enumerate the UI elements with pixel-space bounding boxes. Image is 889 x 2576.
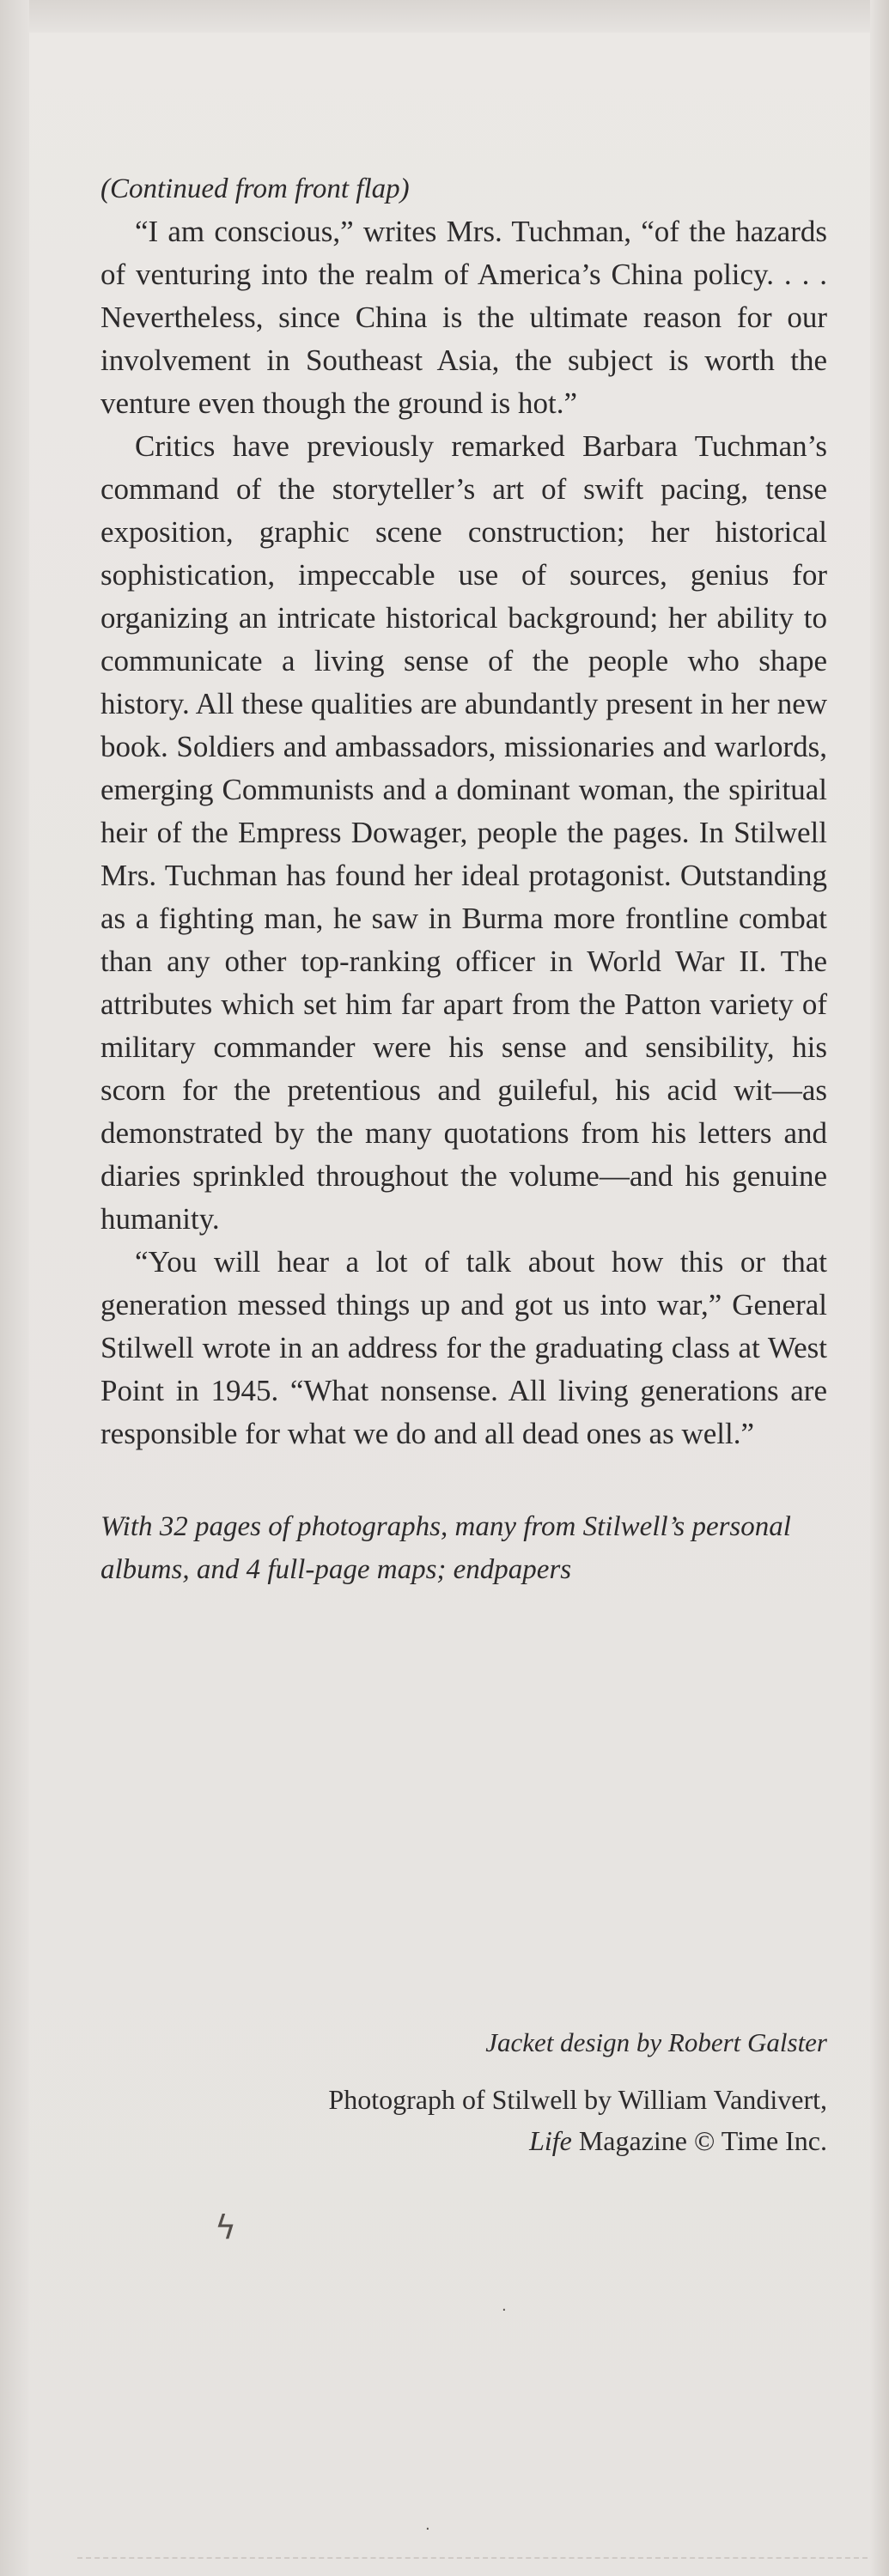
- bottom-edge: [77, 2557, 868, 2561]
- photographs-note: With 32 pages of photographs, many from Stilwell’s personal albums, and 4 full-page maps; endpapers: [100, 1511, 791, 1585]
- top-edge: [0, 0, 889, 33]
- continued-note: (Continued from front flap): [100, 173, 410, 204]
- ink-speck-icon: ϟ: [215, 2208, 237, 2246]
- jacket-design-credit: Jacket design by Robert Galster: [485, 2027, 827, 2057]
- flap-text: [100, 167, 827, 1591]
- left-edge-shadow: [0, 0, 29, 2576]
- ink-dot-icon: ·: [502, 2301, 507, 2319]
- credits: [100, 2022, 827, 2161]
- paragraph-critics: Critics have previously remarked Barbara Tuchman’s command of the storyteller’s art of swift pacing, tense exposition, graphic scene construction; her historical sophistication, impeccable use of sources, genius for organizing an intricate historical background; her ability to communicate a living sense of the people who shape history. All these qualities are abundantly present in her new book. Soldiers and ambassadors, missionaries and warlords, emerging Communists and a dominant woman, the spiritual heir of the Empress Dowager, people the pages. In Stilwell Mrs. Tuchman has found her ideal protagonist. Outstanding as a fighting man, he saw in Burma more frontline combat than any other top-ranking officer in World War II. The attributes which set him far apart from the Patton variety of military commander were his sense and sensibility, his scorn for the pretentious and guileful, his acid wit—as demonstrated by the many quotations from his letters and diaries sprinkled throughout the volume—and his genuine humanity.: [100, 429, 827, 1236]
- paragraph-stilwell-quote: “You will hear a lot of talk about how this or that generation messed things up and got us into war,” General Stilwell wrote in an address for the graduating class at West Point in 1945. “What nonsense. All living generations are responsible for what we do and all dead ones as well.”: [100, 1245, 827, 1450]
- photograph-credit-rest: Magazine © Time Inc.: [571, 2125, 827, 2156]
- ink-dot-icon: ·: [425, 2520, 430, 2538]
- photograph-credit-line1: Photograph of Stilwell by William Vandivert,: [328, 2084, 827, 2115]
- photograph-credit: [100, 2079, 827, 2161]
- paragraph-quote: “I am conscious,” writes Mrs. Tuchman, “of the hazards of venturing into the realm of America’s China policy. . . . Nevertheless, since China is the ultimate reason for our involvement in Southeast Asia, the subject is worth the venture even though the ground is hot.”: [100, 215, 827, 420]
- life-magazine-title: Life: [529, 2125, 572, 2156]
- right-edge-strip: [870, 0, 889, 2576]
